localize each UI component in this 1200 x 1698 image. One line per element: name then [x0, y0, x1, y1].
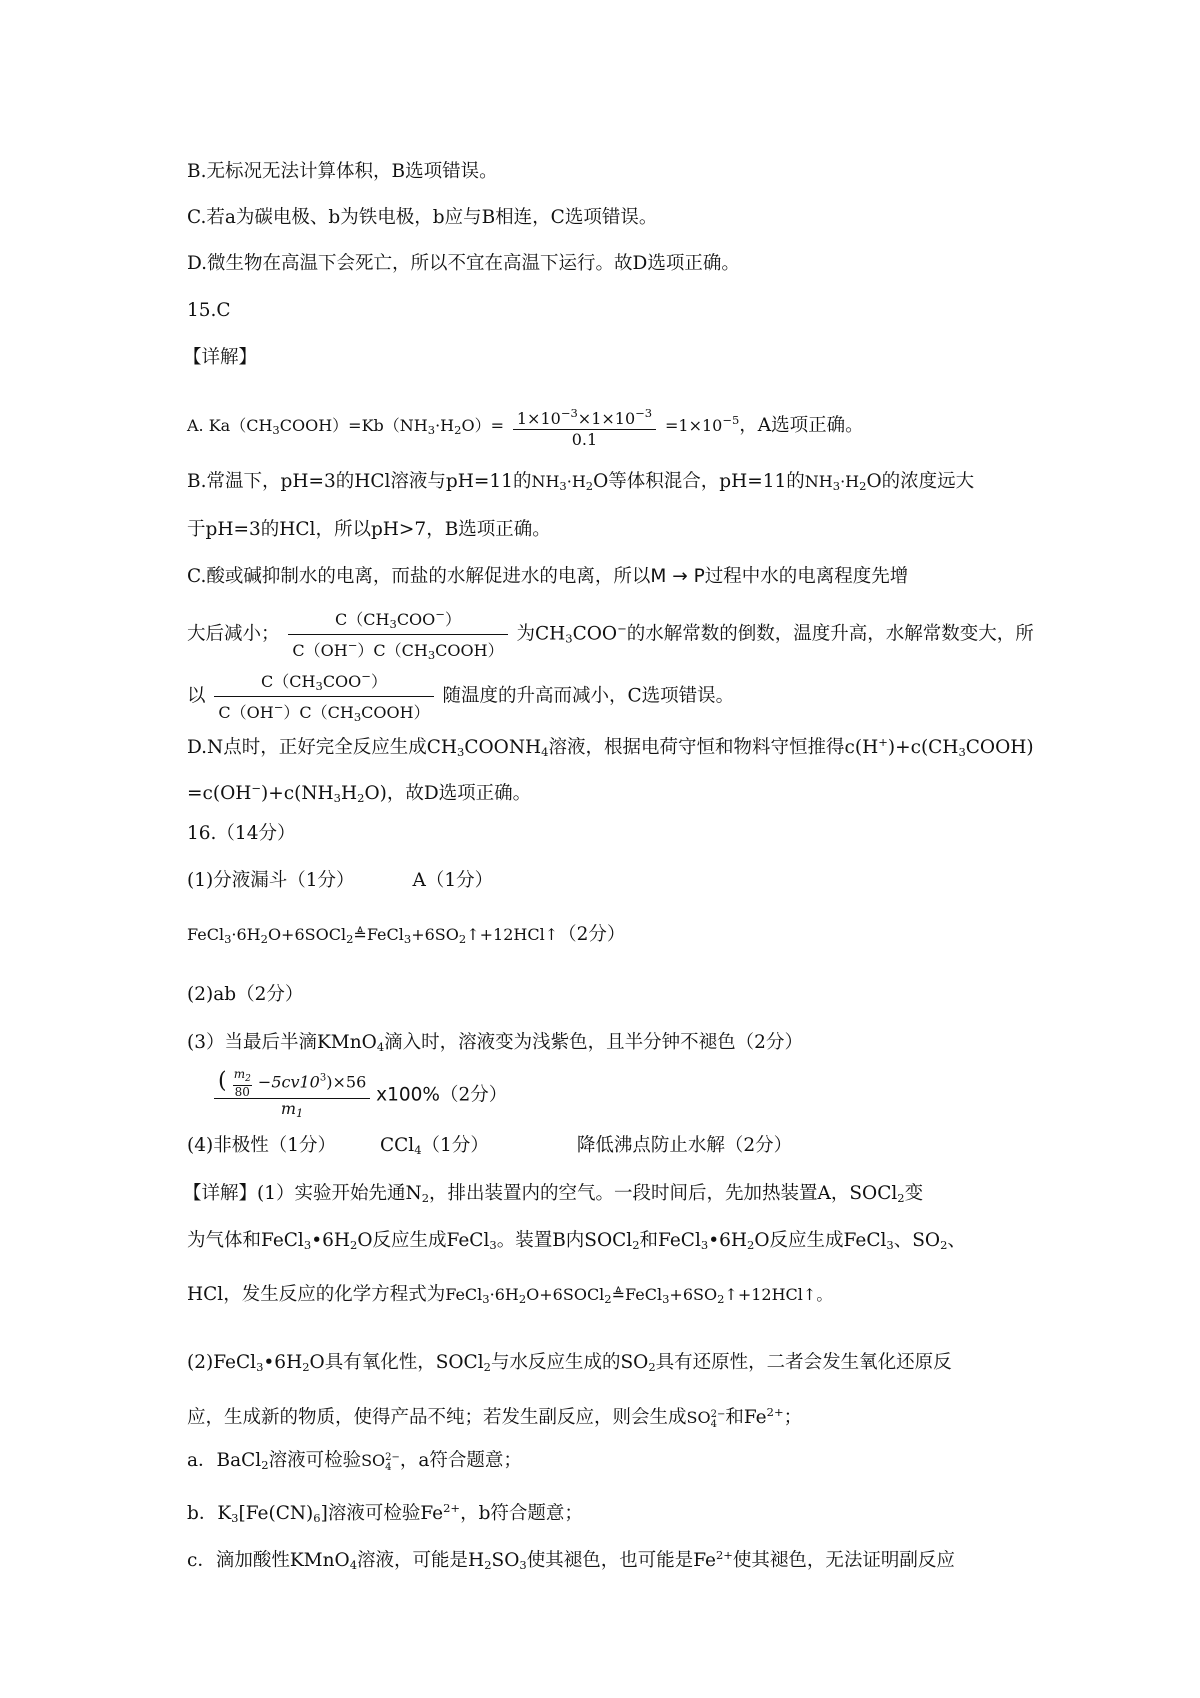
q16-option-a: a．BaCl$_2$溶液可检验SO 2− 4 ，a符合题意；	[187, 1450, 522, 1473]
q15-option-d-line2: $=c(OH^-)+c(NH_3H_2O)$，故D选项正确。	[187, 781, 532, 805]
option-d-text: D.微生物在高温下会死亡，所以不宜在高温下运行。故D选项正确。	[187, 253, 740, 274]
acetate-ratio-fraction: $\frac{C(CH_3COO^-)}{C(OH^-)C(CH_3COOH)}$	[288, 604, 507, 665]
q16-answer-3: (3）当最后半滴KMnO$_4$滴入时，溶液变为浅紫色，且半分钟不褪色（2分）	[187, 1032, 803, 1054]
q16-detail-1: 【详解】(1）实验开始先通$N_2$，排出装置内的空气。一段时间后，先加热装置A，SOCl$_2$变	[183, 1183, 924, 1205]
q16-detail-2: 为气体和$FeCl_3•6H_2O$反应生成FeCl$_3$。装置B内SOCl$_2$和$FeCl_3•6H_2O$反应生成FeCl$_3$、$SO_2$、	[187, 1230, 966, 1252]
q15-option-b-line1: B.常温下，pH=3的HCl溶液与pH=11的$NH_3\cdot H_2O$等体积混合，pH=11的$NH_3\cdot H_2O$的浓度远大	[187, 471, 975, 493]
ka-fraction: $\frac{1\times 10^{-3}\times 1\times 10^{-3}}{0.1}$	[513, 403, 656, 450]
q15-option-c-line3: 以 $\frac{C(CH_3COO^-)}{C(OH^-)C(CH_3COOH)}$ 随温度的升高而减小，C选项错误。	[187, 666, 734, 727]
q16-detail-4: $(2)FeCl_3•6H_2O$具有氧化性，SOCl$_2$与水反应生成的$SO_2$具有还原性，二者会发生氧化还原反	[187, 1352, 952, 1374]
q15-answer: 15.C	[187, 300, 231, 321]
q16-answer-4: (4)非极性（1分） CCl$_4$（1分） 降低沸点防止水解（2分）	[187, 1135, 793, 1157]
q15-option-c-line2: 大后减小； $\frac{C(CH_3COO^-)}{C(OH^-)C(CH_3COOH)}$ 为$CH_3COO^-$的水解常数的倒数，温度升高，水解常数变大，所	[187, 604, 1034, 665]
q15-option-c-line1: C.酸或碱抑制水的电离，而盐的水解促进水的电离，所以M → P过程中水的电离程度先增	[187, 566, 909, 587]
option-c-text: C.若a为碳电极、b为铁电极，b应与B相连，C选项错误。	[187, 207, 658, 228]
q16-equation: $FeCl_3\cdot 6H_2O+6SOCl_2≜FeCl_3+6SO_2↑+12HCl↑(2$分）	[187, 924, 626, 946]
option-b-text: B.无标况无法计算体积，B选项错误。	[187, 161, 498, 182]
q16-answer-2: (2)ab（2分）	[187, 984, 304, 1005]
q16-option-c: c．滴加酸性KMnO$_4$溶液，可能是$H_2SO_3$使其褪色，也可能是$Fe^{2+}$使其褪色，无法证明副反应	[187, 1548, 955, 1572]
acetate-ratio-fraction-2: $\frac{C(CH_3COO^-)}{C(OH^-)C(CH_3COOH)}$	[214, 666, 433, 727]
q15-detail-heading: 【详解】	[183, 347, 258, 368]
q16-detail-5: 应，生成新的物质，使得产品不纯；若发生副反应，则会生成SO 2− 4 和$Fe^{2+}$；	[187, 1405, 803, 1430]
q16-detail-3: HCl，发生反应的化学方程式为$FeCl_3\cdot 6H_2O+6SOCl_2≜FeCl_3+6SO_2↑+12HCl↑$。	[187, 1284, 833, 1306]
q16-header: 16.（14分）	[187, 823, 296, 844]
q16-purity-formula: ( $\frac{m_2}{80}$ $-5cv10^3)\times 56$ $m_1$ x100%（2分）	[214, 1068, 507, 1123]
q16-answer-1: (1)分液漏斗（1分） A（1分）	[187, 870, 494, 891]
q15-option-d-line1: D.N点时，正好完全反应生成$CH_3COONH_4$溶液，根据电荷守恒和物料守恒推得$c(H^+)+c(CH_3COOH)$	[187, 735, 1034, 759]
q15-option-b-line2: 于pH=3的HCl，所以pH>7，B选项正确。	[187, 519, 551, 540]
q15-option-a: A. $Ka(CH_3COOH)=Kb(NH_3\cdot H_2O)=$ $\frac{1\times 10^{-3}\times 1\times 10^{-3}}{0.1}$ $=1\times 10^{-5}$，A选项正确。	[187, 400, 864, 450]
purity-fraction: ( $\frac{m_2}{80}$ $-5cv10^3)\times 56$ $m_1$	[214, 1068, 370, 1123]
q16-option-b: b．$K_3[Fe(CN)_6]$溶液可检验$Fe^{2+}$，b符合题意；	[187, 1501, 583, 1525]
